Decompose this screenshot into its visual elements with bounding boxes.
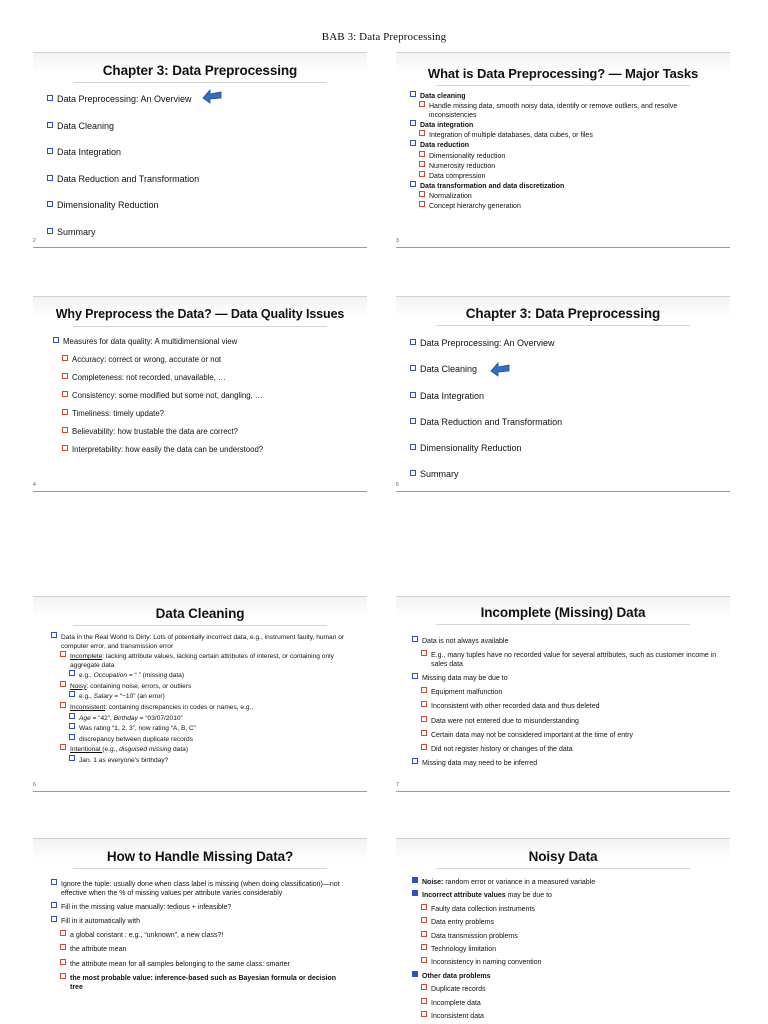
slide-number: 4	[33, 482, 36, 488]
slide-title: Incomplete (Missing) Data	[480, 605, 646, 620]
slide-title: Data Cleaning	[155, 606, 245, 621]
list-item: Completeness: not recorded, unavailable, …	[53, 373, 359, 391]
page-header: BAB 3: Data Preprocessing	[321, 31, 447, 43]
list-item: Technology limitation	[412, 944, 722, 954]
list-item: Incorrect attribute values may be due to	[412, 890, 722, 900]
slide-number: 2	[33, 238, 36, 244]
list-item: Data were not entered due to misunderstanding	[412, 716, 722, 726]
list-item: the attribute mean	[51, 944, 349, 954]
slide-number: 7	[396, 782, 399, 788]
list-item: Missing data may be due to	[412, 673, 722, 683]
list-item: Data integration	[410, 120, 722, 130]
list-item: Data Integration	[47, 147, 359, 174]
list-item: Accuracy: correct or wrong, accurate or not	[53, 355, 359, 373]
slide-incomplete-data	[396, 596, 730, 792]
list-item: Integration of multiple databases, data cubes, or files	[410, 130, 722, 140]
list-item: Consistency: some modified but some not, dangling, …	[53, 391, 359, 409]
list-item: discrepancy between duplicate records	[51, 734, 353, 745]
list-item: Noise: random error or variance in a measured variable	[412, 877, 722, 887]
list-item: Incomplete data	[412, 998, 722, 1008]
list-item: Data cleaning	[410, 91, 722, 101]
list-item: Data Cleaning	[410, 364, 722, 390]
slide-title: Chapter 3: Data Preprocessing	[465, 306, 661, 321]
list-item: Dimensionality Reduction	[47, 200, 359, 227]
slide-title: What is Data Preprocessing? — Major Tasks	[427, 66, 699, 81]
list-item: Jan. 1 as everyone’s birthday?	[51, 755, 353, 766]
slide-title: Noisy Data	[528, 849, 598, 864]
list-item: Numerosity reduction	[410, 161, 722, 171]
list-item: Data Preprocessing: An Overview	[47, 94, 359, 121]
list-item: Incomplete: lacking attribute values, lacking certain attributes of interest, or containing only aggregate data	[51, 651, 353, 670]
list-item: Noisy: containing noise, errors, or outliers	[51, 681, 353, 692]
list-item: Certain data may not be considered important at the time of entry	[412, 730, 722, 740]
list-item: Data transmission problems	[412, 931, 722, 941]
list-item: Ignore the tuple: usually done when class label is missing (when doing classification)—not effective when the % of missing values per attribute varies considerably	[51, 879, 349, 898]
list-item: Data compression	[410, 171, 722, 181]
list-item: Data Preprocessing: An Overview	[410, 338, 722, 364]
list-item: Timeliness: timely update?	[53, 409, 359, 427]
list-item: Normalization	[410, 191, 722, 201]
list-item: Summary	[410, 469, 722, 492]
slide-number: 3	[396, 238, 399, 244]
slide-title: Chapter 3: Data Preprocessing	[102, 63, 298, 78]
list-item: the attribute mean for all samples belonging to the same class: smarter	[51, 959, 349, 969]
list-item: Did not register history or changes of the data	[412, 744, 722, 754]
list-item: Age = “42”, Birthday = “03/07/2010”	[51, 713, 353, 724]
list-item: Inconsistent data	[412, 1011, 722, 1021]
list-item: Was rating “1, 2, 3”, now rating “A, B, C”	[51, 723, 353, 734]
list-item: e.g., Occupation = “ ” (missing data)	[51, 670, 353, 681]
slide-handle-missing-data	[33, 838, 367, 1024]
slide-noisy-data	[396, 838, 730, 1024]
slide-number: 5	[396, 482, 399, 488]
list-item: Other data problems	[412, 971, 722, 981]
list-item: Fill in the missing value manually: tedious + infeasible?	[51, 902, 349, 912]
list-item: Data in the Real World Is Dirty: Lots of potentially incorrect data, e.g., instrument faulty, human or computer error, and transmission error	[51, 632, 353, 651]
list-item: Interpretability: how easily the data can be understood?	[53, 445, 359, 463]
slide-major-tasks	[396, 52, 730, 248]
pointer-arrow-icon	[489, 359, 511, 377]
list-item: Data Reduction and Transformation	[410, 417, 722, 443]
list-item: Inconsistent: containing discrepancies in codes or names, e.g.,	[51, 702, 353, 713]
slide-chapter-3-overview	[33, 52, 367, 248]
list-item: Dimensionality reduction	[410, 151, 722, 161]
list-item: Data transformation and data discretization	[410, 181, 722, 191]
list-item: Handle missing data, smooth noisy data, identify or remove outliers, and resolve inconsistencies	[410, 101, 722, 120]
slide-title: How to Handle Missing Data?	[106, 849, 294, 864]
slide-data-cleaning	[33, 596, 367, 792]
list-item: e.g., Salary = “−10” (an error)	[51, 691, 353, 702]
list-item: Summary	[47, 227, 359, 249]
list-item: Intentional (e.g., disguised missing data)	[51, 744, 353, 755]
list-item: Data Reduction and Transformation	[47, 174, 359, 201]
list-item: Data reduction	[410, 140, 722, 150]
list-item: Missing data may need to be inferred	[412, 758, 722, 768]
list-item: Inconsistency in naming convention	[412, 957, 722, 967]
list-item: Faulty data collection instruments	[412, 904, 722, 914]
list-item: the most probable value: inference-based such as Bayesian formula or decision tree	[51, 973, 349, 992]
list-item: Data Integration	[410, 391, 722, 417]
list-item: Equipment malfunction	[412, 687, 722, 697]
slide-chapter-3-cleaning	[396, 296, 730, 492]
list-item: Inconsistent with other recorded data and thus deleted	[412, 701, 722, 711]
slide-title: Why Preprocess the Data? — Data Quality Issues	[55, 307, 345, 321]
slide-number: 6	[33, 782, 36, 788]
list-item: Data Cleaning	[47, 121, 359, 148]
list-item: E.g., many tuples have no recorded value for several attributes, such as customer income in sales data	[412, 650, 722, 669]
slide-data-quality	[33, 296, 367, 492]
list-item: Data entry problems	[412, 917, 722, 927]
list-item: Duplicate records	[412, 984, 722, 994]
list-item: Data is not always available	[412, 636, 722, 646]
list-item: Dimensionality Reduction	[410, 443, 722, 469]
list-item: a global constant : e.g., “unknown”, a new class?!	[51, 930, 349, 940]
list-item: Believability: how trustable the data are correct?	[53, 427, 359, 445]
list-item: Concept hierarchy generation	[410, 201, 722, 211]
pointer-arrow-icon	[201, 86, 223, 104]
list-item: Measures for data quality: A multidimensional view	[53, 337, 359, 355]
list-item: Fill in it automatically with	[51, 916, 349, 926]
